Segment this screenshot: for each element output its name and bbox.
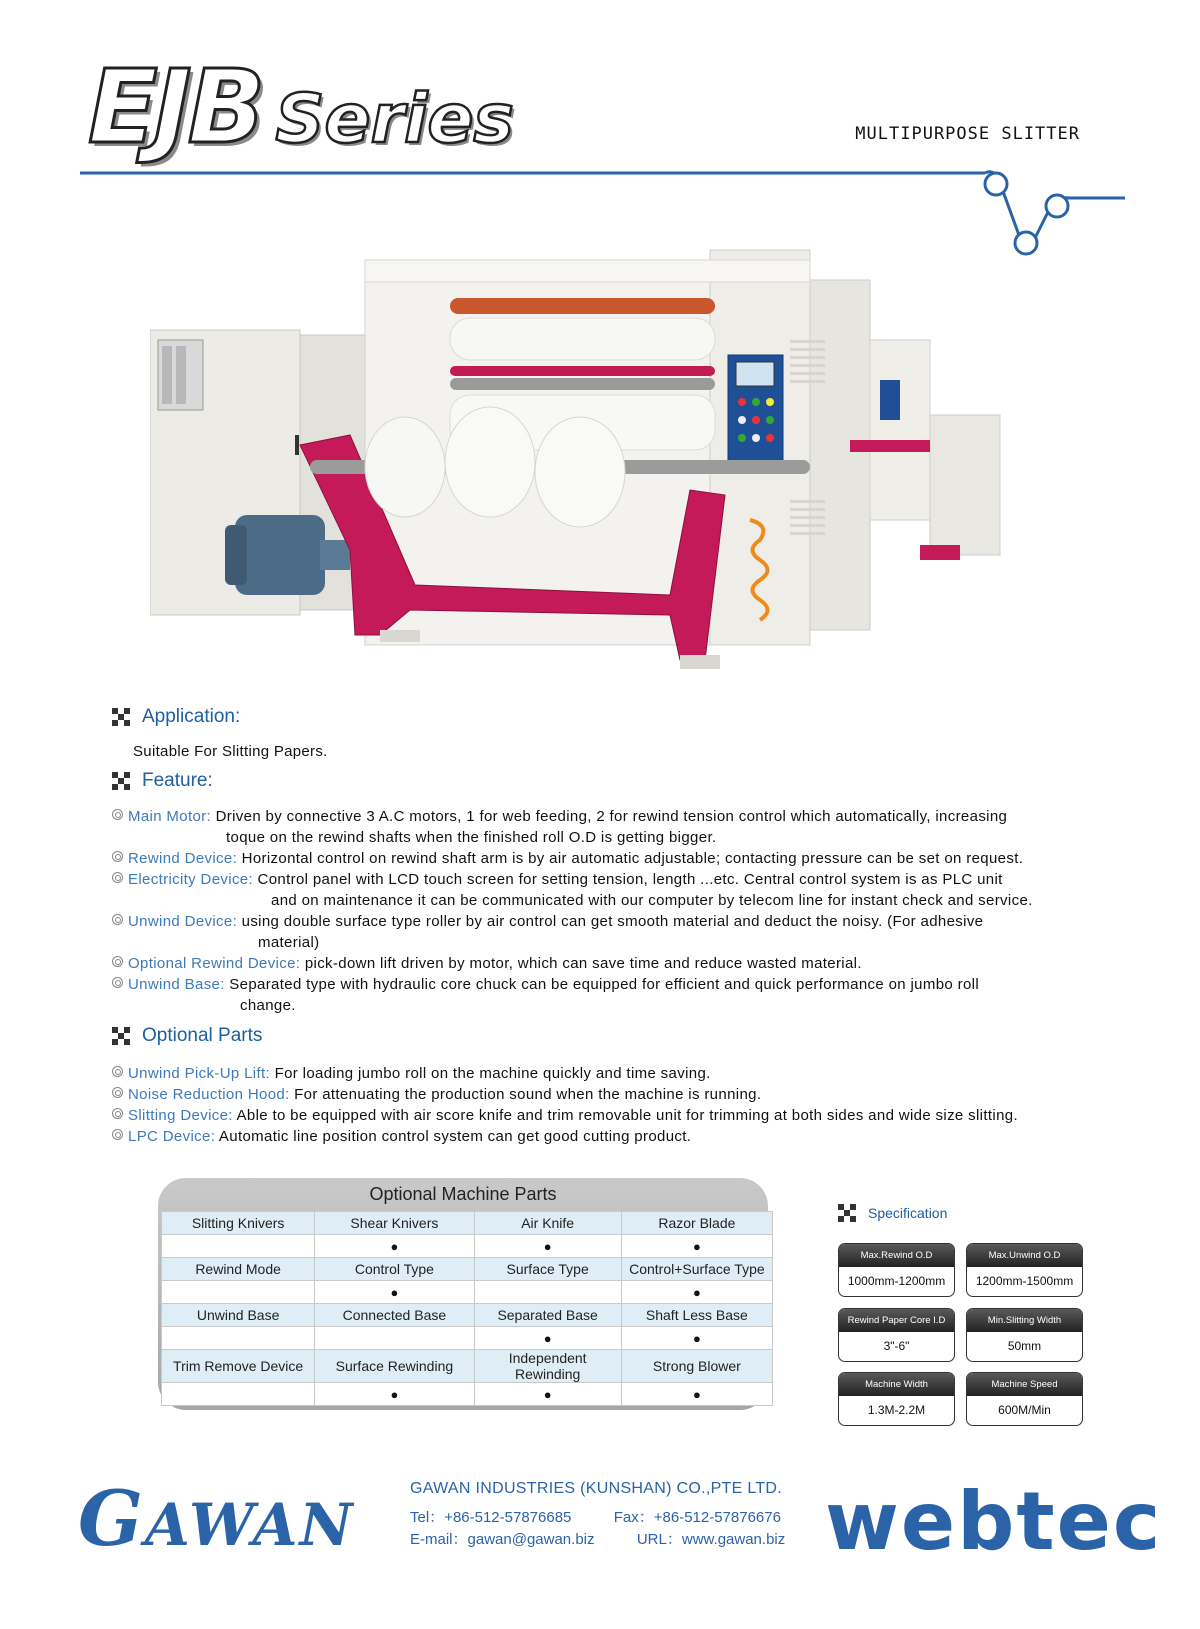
circle-bullet-icon <box>112 809 123 820</box>
table-cell: Independent Rewinding <box>474 1350 621 1383</box>
fax-value: +86-512-57876676 <box>653 1509 781 1526</box>
feature-text-cont: toque on the rewind shafts when the finished roll O.D is getting bigger. <box>226 829 717 846</box>
optional-part-text: For loading jumbo roll on the machine quickly and time saving. <box>274 1065 711 1082</box>
spec-value: 1200mm-1500mm <box>975 1274 1074 1288</box>
application-title: Application: <box>142 706 241 727</box>
circle-bullet-icon <box>112 851 123 862</box>
table-row <box>162 1212 773 1235</box>
spec-key: Machine Speed <box>967 1373 1082 1396</box>
optional-parts-heading <box>112 1025 262 1047</box>
feature-item <box>112 911 1102 953</box>
circle-bullet-icon <box>112 914 123 925</box>
circle-bullet-icon <box>112 1108 123 1119</box>
feature-text-cont: material) <box>258 934 320 951</box>
optional-machine-parts-panel <box>158 1178 768 1410</box>
specification-title: Specification <box>868 1205 948 1221</box>
table-cell: Razor Blade <box>621 1212 772 1235</box>
series-title <box>88 48 514 167</box>
table-mark: ● <box>315 1235 474 1258</box>
table-cell: Shear Knivers <box>315 1212 474 1235</box>
table-mark <box>162 1383 315 1406</box>
spec-min-slitting-width <box>966 1308 1083 1362</box>
title-main: EJB <box>88 48 262 167</box>
table-title: Optional Machine Parts <box>369 1184 557 1204</box>
feature-label: Rewind Device: <box>128 850 238 867</box>
table-mark: ● <box>621 1383 772 1406</box>
table-cell: Strong Blower <box>621 1350 772 1383</box>
application-heading <box>112 706 240 728</box>
table-mark: ● <box>315 1281 474 1304</box>
section-marker-icon <box>112 772 130 790</box>
table-cell: Slitting Knivers <box>162 1212 315 1235</box>
circle-bullet-icon <box>112 977 123 988</box>
feature-title: Feature: <box>142 770 213 791</box>
table-cell: Surface Rewinding <box>315 1350 474 1383</box>
table-cell: Control+Surface Type <box>621 1258 772 1281</box>
feature-text: pick-down lift driven by motor, which can save time and reduce wasted material. <box>304 955 862 972</box>
gawan-logo-initial: G <box>78 1474 145 1563</box>
spec-machine-speed <box>966 1372 1083 1426</box>
spec-key: Max.Unwind O.D <box>967 1244 1082 1267</box>
section-marker-icon <box>838 1204 856 1222</box>
spec-value: 3"-6" <box>883 1339 910 1353</box>
optional-part-label: LPC Device: <box>128 1128 216 1145</box>
circle-bullet-icon <box>112 1087 123 1098</box>
feature-text: Driven by connective 3 A.C motors, 1 for web feeding, 2 for rewind tension control which automatically, increasing <box>215 808 1008 825</box>
table-mark <box>162 1327 315 1350</box>
page-subtitle: MULTIPURPOSE SLITTER <box>855 124 1080 144</box>
spec-machine-width <box>838 1372 955 1426</box>
table-mark: ● <box>474 1235 621 1258</box>
table-mark <box>315 1327 474 1350</box>
optional-part-label: Noise Reduction Hood: <box>128 1086 290 1103</box>
table-cell: Trim Remove Device <box>162 1350 315 1383</box>
table-row <box>162 1350 773 1383</box>
circle-bullet-icon <box>112 872 123 883</box>
table-mark: ● <box>315 1383 474 1406</box>
gawan-logo-rest: AWAN <box>144 1491 355 1559</box>
optional-machine-parts-table <box>161 1211 773 1406</box>
table-cell: Surface Type <box>474 1258 621 1281</box>
spec-key: Machine Width <box>839 1373 954 1396</box>
feature-text-cont: change. <box>240 997 296 1014</box>
circle-bullet-icon <box>112 1129 123 1140</box>
feature-item <box>112 974 1102 1016</box>
table-cell: Control Type <box>315 1258 474 1281</box>
optional-part-item <box>112 1126 1102 1147</box>
table-row <box>162 1235 773 1258</box>
feature-label: Unwind Base: <box>128 976 225 993</box>
table-row <box>162 1304 773 1327</box>
optional-part-text: Automatic line position control system can get good cutting product. <box>218 1128 692 1145</box>
optional-part-text: For attenuating the production sound when the machine is running. <box>294 1086 762 1103</box>
table-mark <box>474 1281 621 1304</box>
title-sub: Series <box>275 80 514 159</box>
table-cell: Separated Base <box>474 1304 621 1327</box>
table-mark <box>162 1235 315 1258</box>
feature-item <box>112 848 1102 869</box>
spec-max-rewind-od <box>838 1243 955 1297</box>
slitter-machine-image <box>150 240 1050 710</box>
table-mark: ● <box>474 1383 621 1406</box>
optional-part-label: Slitting Device: <box>128 1107 233 1124</box>
tel-label: Tel： <box>410 1509 445 1526</box>
table-mark: ● <box>621 1281 772 1304</box>
table-row <box>162 1327 773 1350</box>
table-cell: Connected Base <box>315 1304 474 1327</box>
feature-label: Unwind Device: <box>128 913 238 930</box>
table-mark <box>162 1281 315 1304</box>
optional-part-item <box>112 1084 1102 1105</box>
table-mark: ● <box>621 1235 772 1258</box>
feature-label: Optional Rewind Device: <box>128 955 301 972</box>
spec-max-unwind-od <box>966 1243 1083 1297</box>
contact-line-2 <box>410 1528 785 1549</box>
section-marker-icon <box>112 1027 130 1045</box>
feature-heading <box>112 770 213 792</box>
specification-heading <box>838 1204 947 1222</box>
feature-text: using double surface type roller by air control can get smooth material and deduct the noisy. (For adhesive <box>241 913 984 930</box>
spec-value: 1.3M-2.2M <box>867 1403 926 1417</box>
circle-bullet-icon <box>112 1066 123 1077</box>
spec-rewind-core-id <box>838 1308 955 1362</box>
feature-text: Horizontal control on rewind shaft arm is by air automatic adjustable; contacting pressure can be set on request. <box>241 850 1024 867</box>
email-link[interactable]: gawan@gawan.biz <box>467 1531 595 1548</box>
table-row <box>162 1383 773 1406</box>
gawan-logo <box>78 1474 354 1563</box>
feature-text-cont: and on maintenance it can be communicated with our computer by telecom line for instant check and service. <box>271 892 1033 909</box>
optional-part-text: Able to be equipped with air score knife and trim removable unit for trimming at both sides and wide size slitting. <box>236 1107 1018 1124</box>
table-cell: Unwind Base <box>162 1304 315 1327</box>
optional-part-item <box>112 1063 1102 1084</box>
spec-key: Max.Rewind O.D <box>839 1244 954 1267</box>
section-marker-icon <box>112 708 130 726</box>
feature-item <box>112 806 1102 848</box>
feature-label: Electricity Device: <box>128 871 254 888</box>
feature-text: Control panel with LCD touch screen for setting tension, length ...etc. Central control system is as PLC unit <box>257 871 1003 888</box>
feature-list <box>112 806 1102 1016</box>
optional-parts-title: Optional Parts <box>142 1025 263 1046</box>
optional-part-item <box>112 1105 1102 1126</box>
table-row <box>162 1281 773 1304</box>
email-label: E-mail： <box>410 1531 468 1548</box>
tel-value: +86-512-57876685 <box>444 1509 572 1526</box>
webtec-logo: webtec <box>825 1475 1163 1568</box>
feature-label: Main Motor: <box>128 808 212 825</box>
spec-value: 50mm <box>1007 1339 1042 1353</box>
optional-parts-list <box>112 1063 1102 1147</box>
spec-key: Rewind Paper Core I.D <box>839 1309 954 1332</box>
table-cell: Air Knife <box>474 1212 621 1235</box>
feature-item <box>112 869 1102 911</box>
circle-bullet-icon <box>112 956 123 967</box>
table-mark: ● <box>621 1327 772 1350</box>
feature-text: Separated type with hydraulic core chuck can be equipped for efficient and quick performance on jumbo roll <box>229 976 980 993</box>
company-name: GAWAN INDUSTRIES (KUNSHAN) CO.,PTE LTD. <box>410 1480 783 1497</box>
optional-part-label: Unwind Pick-Up Lift: <box>128 1065 271 1082</box>
table-mark: ● <box>474 1327 621 1350</box>
table-row <box>162 1258 773 1281</box>
feature-item <box>112 953 1102 974</box>
url-label: URL： <box>636 1531 682 1548</box>
contact-line-1 <box>410 1506 781 1527</box>
spec-key: Min.Slitting Width <box>967 1309 1082 1332</box>
application-text: Suitable For Slitting Papers. <box>133 743 328 760</box>
spec-value: 1000mm-1200mm <box>847 1274 946 1288</box>
fax-label: Fax： <box>613 1509 654 1526</box>
website-link[interactable]: www.gawan.biz <box>681 1531 786 1548</box>
table-cell: Shaft Less Base <box>621 1304 772 1327</box>
spec-value: 600M/Min <box>998 1403 1051 1417</box>
table-cell: Rewind Mode <box>162 1258 315 1281</box>
